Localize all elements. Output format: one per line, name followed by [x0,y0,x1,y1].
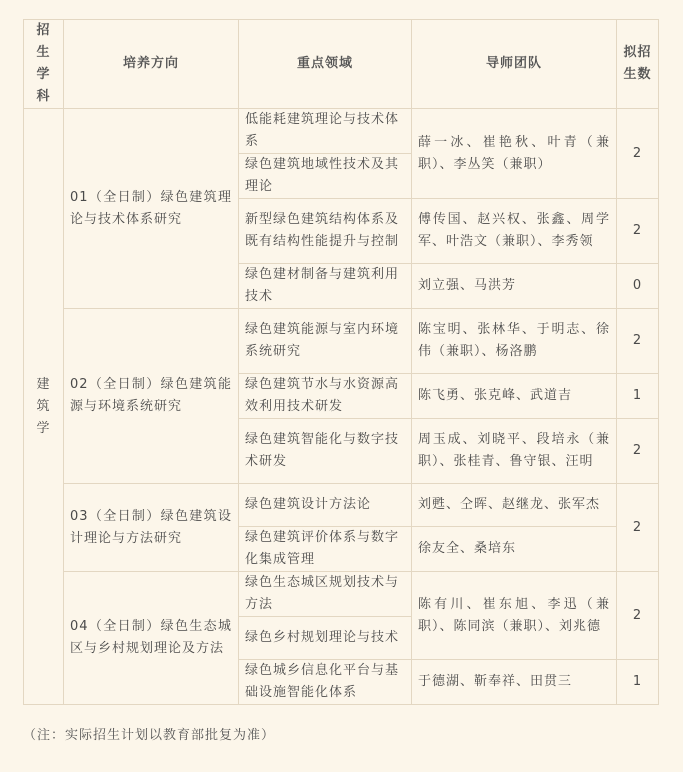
direction-cell: 01（全日制）绿色建筑理论与技术体系研究 [64,109,239,309]
team-cell: 徐友全、桑培东 [412,527,617,572]
table-row [24,309,659,374]
quota-cell: 2 [617,419,659,484]
field-cell: 绿色乡村规划理论与技术 [239,617,412,660]
quota-cell: 2 [617,309,659,374]
field-cell: 低能耗建筑理论与技术体系 [239,109,412,154]
field-cell: 绿色建筑节水与水资源高效利用技术研发 [239,374,412,419]
team-cell: 傅传国、赵兴权、张鑫、周学军、叶浩文（兼职）、李秀领 [412,199,617,264]
field-cell: 绿色建筑能源与室内环境系统研究 [239,309,412,374]
header-quota: 拟招生数 [617,20,659,109]
direction-cell: 02（全日制）绿色建筑能源与环境系统研究 [64,309,239,484]
table-header-row [24,20,659,109]
team-cell: 于德湖、靳奉祥、田贯三 [412,660,617,705]
field-cell: 绿色建材制备与建筑利用技术 [239,264,412,309]
header-subject: 招生学科 [24,20,64,109]
field-cell: 绿色建筑智能化与数字技术研发 [239,419,412,484]
team-cell: 陈有川、崔东旭、李迅（兼职）、陈同滨（兼职）、刘兆德 [412,572,617,660]
team-cell: 陈宝明、张林华、于明志、徐伟（兼职）、杨洛鹏 [412,309,617,374]
footnote: （注：实际招生计划以教育部批复为准） [23,728,276,743]
subject-cell: 建筑学 [24,109,64,705]
team-cell: 刘甦、仝晖、赵继龙、张军杰 [412,484,617,527]
field-cell: 绿色生态城区规划技术与方法 [239,572,412,617]
team-cell: 陈飞勇、张克峰、武道吉 [412,374,617,419]
direction-cell: 04（全日制）绿色生态城区与乡村规划理论及方法 [64,572,239,705]
field-cell: 绿色建筑评价体系与数字化集成管理 [239,527,412,572]
direction-cell: 03（全日制）绿色建筑设计理论与方法研究 [64,484,239,572]
table-row [24,484,659,527]
field-cell: 绿色城乡信息化平台与基础设施智能化体系 [239,660,412,705]
quota-cell: 2 [617,109,659,199]
team-cell: 刘立强、马洪芳 [412,264,617,309]
quota-cell: 1 [617,374,659,419]
enrollment-table [23,19,659,705]
team-cell: 周玉成、刘晓平、段培永（兼职）、张桂青、鲁守银、汪明 [412,419,617,484]
quota-cell: 0 [617,264,659,309]
header-direction: 培养方向 [64,20,239,109]
field-cell: 绿色建筑地域性技术及其理论 [239,154,412,199]
header-field: 重点领域 [239,20,412,109]
quota-cell: 2 [617,572,659,660]
table-row [24,572,659,617]
table-row [24,109,659,154]
team-cell: 薛一冰、崔艳秋、叶青（兼职）、李丛笑（兼职） [412,109,617,199]
field-cell: 新型绿色建筑结构体系及既有结构性能提升与控制 [239,199,412,264]
header-team: 导师团队 [412,20,617,109]
quota-cell: 2 [617,484,659,572]
quota-cell: 2 [617,199,659,264]
field-cell: 绿色建筑设计方法论 [239,484,412,527]
quota-cell: 1 [617,660,659,705]
